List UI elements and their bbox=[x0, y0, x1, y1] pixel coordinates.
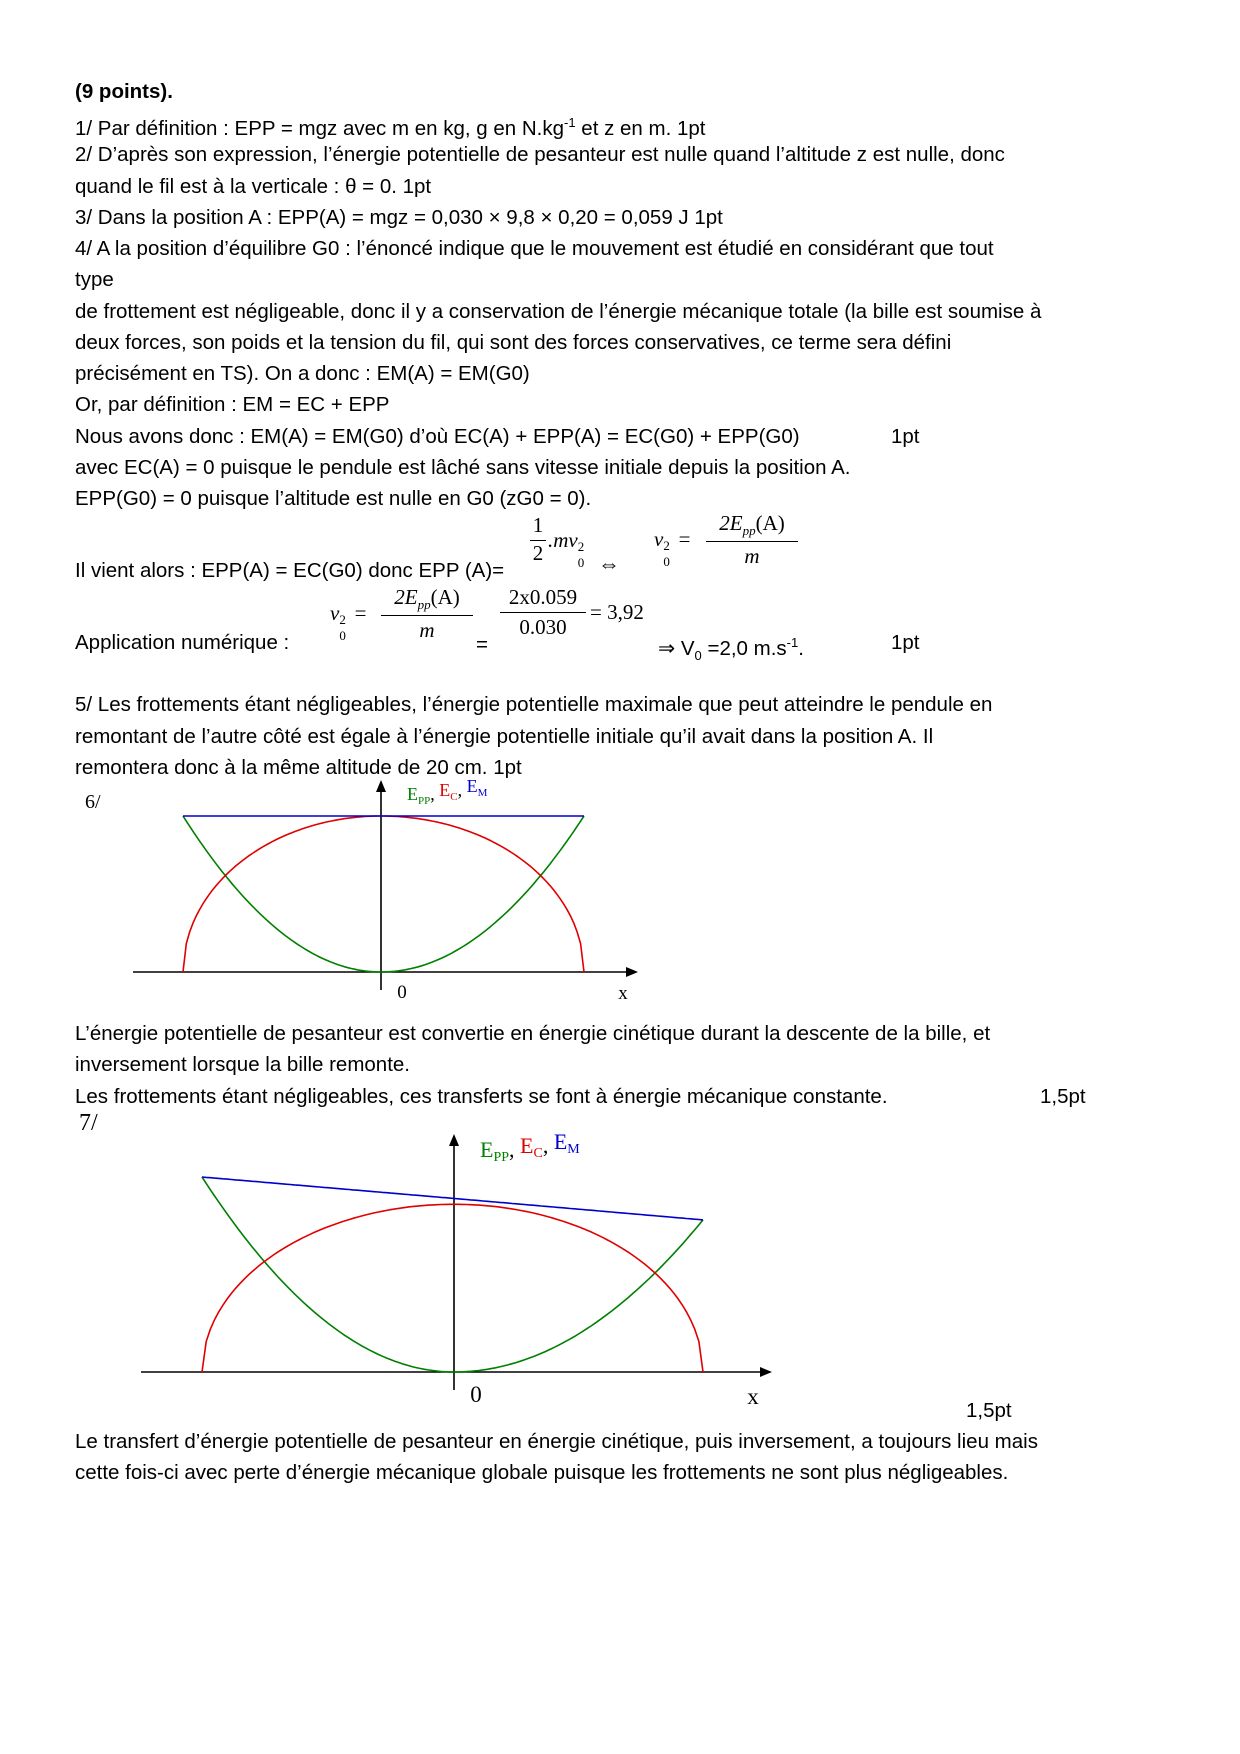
application-label: Application numérique : bbox=[75, 631, 290, 654]
title-em: E bbox=[553, 1129, 568, 1154]
numeric-result: = 3,92 bbox=[590, 600, 644, 624]
q6-points: 1,5pt bbox=[1040, 1085, 1086, 1108]
q6-line-b: inversement lorsque la bille remonte. bbox=[75, 1053, 410, 1076]
equals-sign: = bbox=[476, 633, 488, 656]
series-epp-curve bbox=[183, 816, 584, 972]
q4-line-h: avec EC(A) = 0 puisque le pendule est lâché sans vitesse initiale depuis la position A. bbox=[75, 456, 851, 479]
origin-label: 0 bbox=[470, 1382, 482, 1407]
q2-line-b: quand le fil est à la verticale : θ = 0. 1pt bbox=[75, 175, 432, 198]
q6-line-a: L’énergie potentielle de pesanteur est convertie en énergie cinétique durant la descente de la bille, et bbox=[75, 1022, 991, 1045]
v0-letter: v bbox=[654, 527, 664, 551]
q4-line-b: type bbox=[75, 268, 114, 291]
q5-line-a: 5/ Les frottements étant négligeables, l’énergie potentielle maximale que peut atteindre le pendule en bbox=[75, 693, 993, 716]
v0-squared-top: v 2 0 = bbox=[654, 527, 691, 569]
title-epp: E bbox=[407, 784, 418, 804]
mv-square-exp: 2 bbox=[577, 539, 585, 554]
q4-line-f: Or, par définition : EM = EC + EPP bbox=[75, 393, 390, 416]
chart-number-label: 7/ bbox=[79, 1110, 98, 1136]
v0-squared-app: v 2 0 = bbox=[330, 601, 367, 643]
chart-6 bbox=[85, 776, 636, 1004]
q1-text: 1/ Par définition : EPP = mgz avec m en kg, g en N.kg bbox=[75, 116, 565, 140]
q1-tail: et z en m. 1pt bbox=[575, 116, 706, 140]
q7-line-b: cette fois-ci avec perte d’énergie mécanique globale puisque les frottements ne sont plus négligeables. bbox=[75, 1461, 1009, 1484]
q3-line: 3/ Dans la position A : EPP(A) = mgz = 0,030 × 9,8 × 0,20 = 0,059 J 1pt bbox=[75, 206, 723, 229]
title-em-sub: M bbox=[477, 787, 488, 799]
x-axis-label: x bbox=[747, 1384, 759, 1409]
q7-line-a: Le transfert d’énergie potentielle de pesanteur en énergie cinétique, puis inversement, a toujours lieu mais bbox=[75, 1430, 1038, 1453]
title-em-sub: M bbox=[567, 1142, 580, 1157]
q4-line-d: deux forces, son poids et la tension du fil, qui sont des forces conservatives, ce terme sera défini bbox=[75, 331, 952, 354]
q4-result-points: 1pt bbox=[891, 631, 920, 654]
q6-line-c: Les frottements étant négligeables, ces transferts se font à énergie mécanique constante. bbox=[75, 1085, 888, 1108]
title-sep: , bbox=[457, 780, 467, 800]
equivalence-symbol: ⇔ bbox=[598, 551, 620, 576]
x-axis-label: x bbox=[618, 983, 628, 1004]
q1-exponent: -1 bbox=[564, 115, 576, 130]
q4-line-a: 4/ A la position d’équilibre G0 : l’énoncé indique que le mouvement est étudié en considérant que tout bbox=[75, 237, 994, 260]
mv-sub-zero: 0 bbox=[577, 555, 585, 570]
chart-title bbox=[407, 776, 488, 807]
half-numerator: 1 bbox=[532, 513, 544, 537]
q5-line-b: remontant de l’autre côté est égale à l’énergie potentielle initiale qu’il avait dans la position A. Il bbox=[75, 725, 934, 748]
q4-line-g: Nous avons donc : EM(A) = EM(G0) d’où EC(A) + EPP(A) = EC(G0) + EPP(G0) bbox=[75, 425, 800, 448]
q4-line-j: Il vient alors : EPP(A) = EC(G0) donc EPP (A)= bbox=[75, 559, 505, 582]
title-sep: , bbox=[430, 784, 440, 804]
series-epp-curve bbox=[202, 1177, 703, 1372]
half-denominator: 2 bbox=[532, 541, 544, 565]
energy-numerator-top: $2E_{pp}(A)$ bbox=[719, 511, 785, 539]
energy-numerator-app: $2E_{pp}(A)$ bbox=[394, 585, 460, 613]
energy-denominator-app: m bbox=[419, 618, 435, 643]
q4-line-e: précisément en TS). On a donc : EM(A) = EM(G0) bbox=[75, 362, 530, 385]
final-velocity: ⇒ $V_0 =2,0$ $m.s^{-1}$. bbox=[658, 635, 804, 663]
series-ec-curve bbox=[202, 1204, 703, 1372]
q2-line-a: 2/ D’après son expression, l’énergie potentielle de pesanteur est nulle quand l’altitude z est nulle, donc bbox=[75, 143, 1005, 166]
chart-title bbox=[480, 1129, 580, 1165]
title-epp: E bbox=[480, 1137, 494, 1162]
origin-label: 0 bbox=[397, 982, 407, 1003]
energy-denominator-top: m bbox=[744, 544, 760, 569]
series-em-curve bbox=[202, 1177, 703, 1220]
chart-number-label: 6/ bbox=[85, 791, 101, 813]
v0-exp: 2 bbox=[663, 538, 670, 553]
numeric-numerator: 2x0.059 bbox=[508, 585, 578, 609]
q4-points: 1pt bbox=[891, 425, 920, 448]
section-header: (9 points). bbox=[75, 80, 173, 103]
title-sep: , bbox=[542, 1133, 554, 1158]
title-ec: E bbox=[520, 1133, 534, 1158]
title-em: E bbox=[466, 776, 478, 796]
title-ec-sub: C bbox=[450, 791, 458, 803]
mv-text: .mv bbox=[548, 528, 578, 552]
q5-line-c: remontera donc à la même altitude de 20 cm. 1pt bbox=[75, 756, 522, 779]
q4-line-i: EPP(G0) = 0 puisque l’altitude est nulle en G0 (zG0 = 0). bbox=[75, 487, 592, 510]
title-ec-sub: C bbox=[533, 1146, 543, 1161]
title-epp-sub: PP bbox=[418, 795, 431, 807]
numeric-denominator: 0.030 bbox=[519, 615, 567, 639]
title-ec: E bbox=[439, 780, 451, 800]
v0-sub: 0 bbox=[663, 554, 670, 569]
q7-points: 1,5pt bbox=[966, 1399, 1012, 1422]
title-epp-sub: PP bbox=[493, 1150, 510, 1165]
title-sep: , bbox=[509, 1137, 521, 1162]
q4-line-c: de frottement est négligeable, donc il y a conservation de l’énergie mécanique totale (la bille est soumise à bbox=[75, 300, 1042, 323]
chart-7 bbox=[79, 1110, 770, 1409]
